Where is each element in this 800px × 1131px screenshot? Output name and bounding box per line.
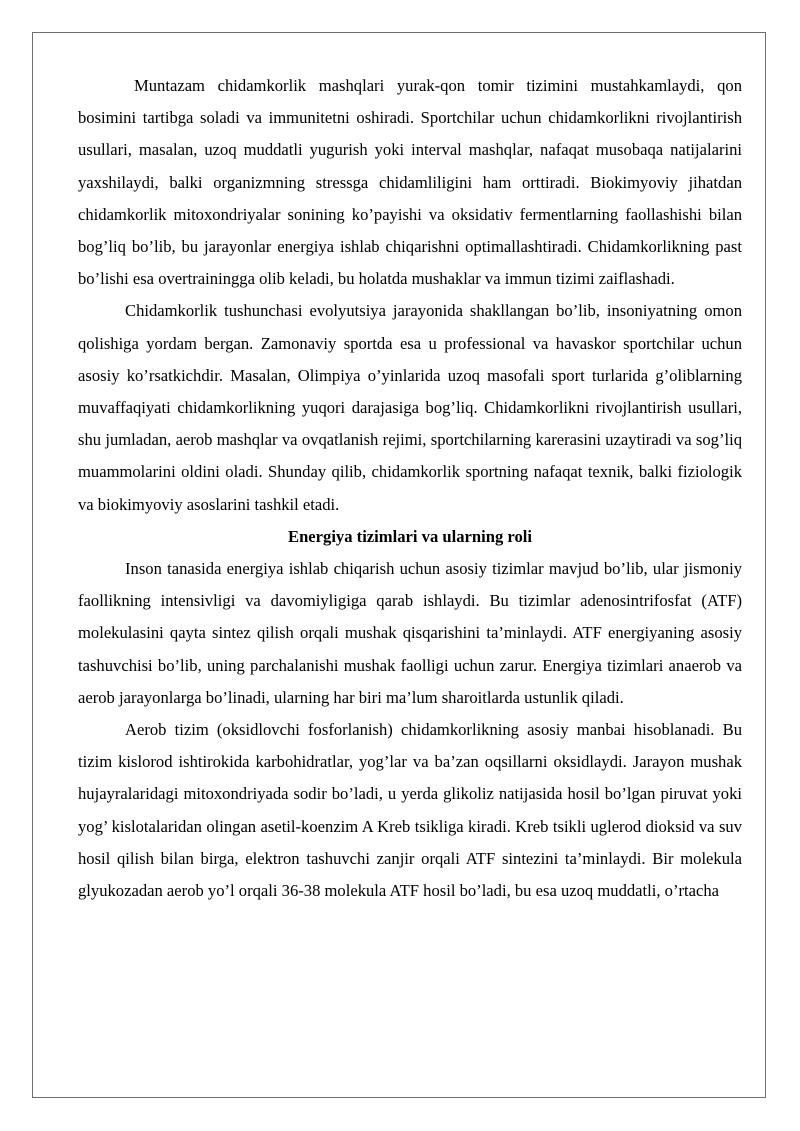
paragraph-energy-systems: Inson tanasida energiya ishlab chiqarish uchun asosiy tizimlar mavjud bo’lib, ular jismoniy faollikning intensivligi va davomiyligiga qarab ishlaydi. Bu tizimlar adenosintrifosfat (ATF) molekulasini qayta sintez qilish orqali mushak qisqarishini ta’minlaydi. ATF energiyaning asosiy tashuvchisi bo’lib, uning parchalanishi mushak faolligi uchun zarur. Energiya tizimlari anaerob va aerob jarayonlarga bo’linadi, ularning har biri ma’lum sharoitlarda ustunlik qiladi. xyxy=(78,559,742,707)
section-heading: Energiya tizimlari va ularning roli xyxy=(288,526,532,546)
paragraph-endurance-benefits: Muntazam chidamkorlik mashqlari yurak-qon tomir tizimini mustahkamlaydi, qon bosimini tartibga soladi va immunitetni oshiradi. Sportchilar uchun chidamkorlikni rivojlantirish usullari, masalan, uzoq muddatli yugurish yoki interval mashqlar, nafaqat musobaqa natijalarini yaxshilaydi, balki organizmning stressga chidamliligini ham orttiradi. Biokimyoviy jihatdan chidamkorlik mitoxondriyalar sonining ko’payishi va oksidativ fermentlarning faollashishi bilan bog’liq bo’lib, bu jarayonlar energiya ishlab chiqarishni optimallashtiradi. Chidamkorlikning past bo’lishi esa overtrainingga olib keladi, bu holatda mushaklar va immun tizimi zaiflashadi. xyxy=(78,76,742,289)
paragraph-aerobic-system: Aerob tizim (oksidlovchi fosforlanish) chidamkorlikning asosiy manbai hisoblanadi. Bu tizim kislorod ishtirokida karbohidratlar, yog’lar va ba’zan oqsillarni oksidlaydi. Jarayon mushak hujayralaridagi mitoxondriyada sodir bo’ladi, u yerda glikoliz natijasida hosil bo’lgan piruvat yoki yog’ kislotalaridan olingan asetil-koenzim A Kreb tsikliga kiradi. Kreb tsikli uglerod dioksid va suv hosil qilish bilan birga, elektron tashuvchi zanjir orqali ATF sintezini ta’minlaydi. Bir molekula glyukozadan aerob yo’l orqali 36-38 molekula ATF hosil bo’ladi, bu esa uzoq muddatli, o’rtacha xyxy=(78,720,742,901)
document-body xyxy=(78,70,742,907)
paragraph-endurance-evolution: Chidamkorlik tushunchasi evolyutsiya jarayonida shakllangan bo’lib, insoniyatning omon qolishiga yordam bergan. Zamonaviy sportda esa u professional va havaskor sportchilar uchun asosiy ko’rsatkichdir. Masalan, Olimpiya o’yinlarida uzoq masofali sport turlarida g’oliblarning muvaffaqiyati chidamkorlikning yuqori darajasiga bog’liq. Chidamkorlikni rivojlantirish usullari, shu jumladan, aerob mashqlar va ovqatlanish rejimi, sportchilarning karerasini uzaytiradi va sog’liq muammolarini oldini oladi. Shunday qilib, chidamkorlik sportning nafaqat texnik, balki fiziologik va biokimyoviy asoslarini tashkil etadi. xyxy=(78,301,742,514)
